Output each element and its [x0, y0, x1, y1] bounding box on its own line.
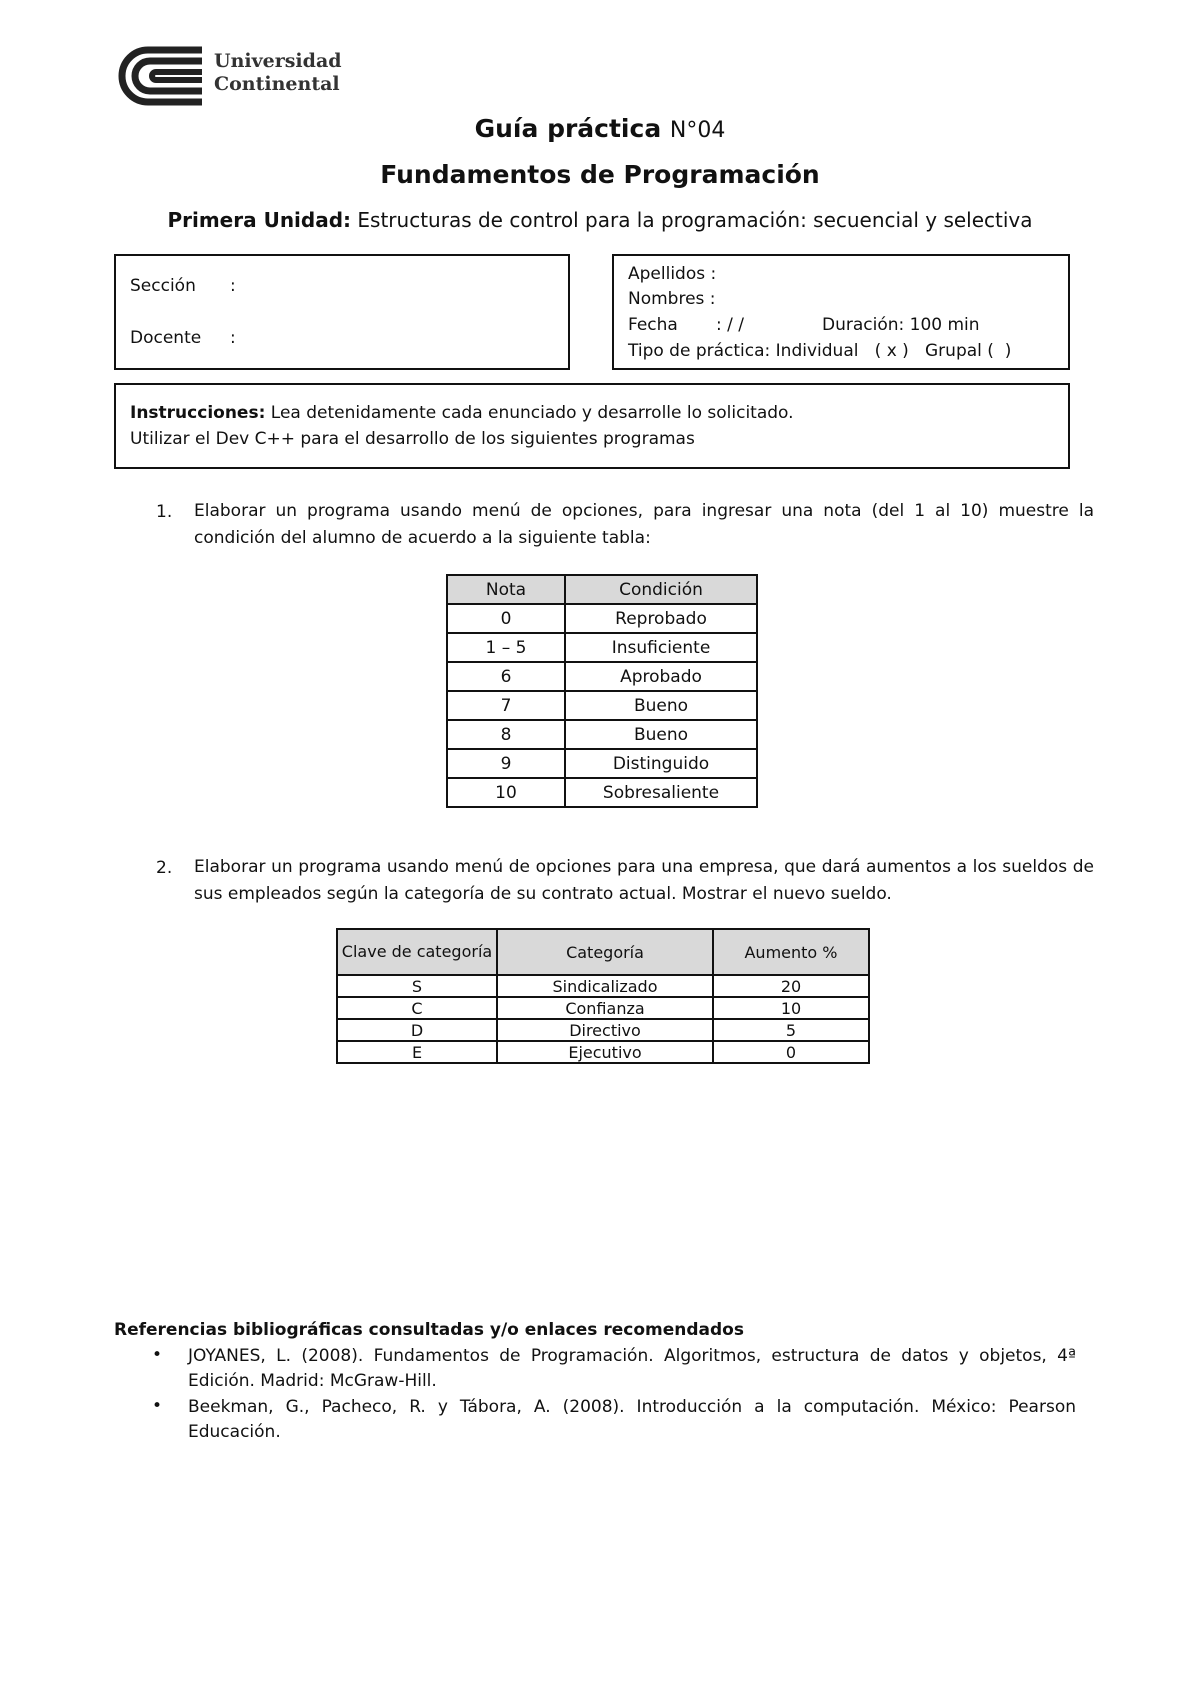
bullet-icon: • [152, 1345, 163, 1365]
references-title: Referencias bibliográficas consultadas y/o enlaces recomendados [114, 1320, 744, 1340]
table-cell: C [337, 997, 497, 1019]
table-row [337, 1019, 869, 1041]
question-1-number: 1. [156, 502, 173, 522]
duration-label: Duración: 100 min [822, 315, 980, 335]
question-1-text: Elaborar un programa usando menú de opciones, para ingresar una nota (del 1 al 10) muestre la condición del alumno de acuerdo a la siguiente tabla: [194, 501, 1094, 548]
table-cell: 6 [447, 662, 565, 691]
table-row [337, 997, 869, 1019]
section-colon: : [230, 276, 236, 296]
surnames-label: Apellidos : [628, 264, 717, 284]
instructions-line-2: Utilizar el Dev C++ para el desarrollo de los siguientes programas [130, 429, 695, 449]
raises-table-header [337, 929, 869, 975]
grades-table [446, 574, 758, 808]
table-cell: 20 [713, 975, 869, 997]
logo-line-2: Continental [214, 73, 340, 95]
table-cell: E [337, 1041, 497, 1063]
raises-header-aumento: Aumento % [713, 929, 869, 975]
table-cell: Distinguido [565, 749, 757, 778]
section-teacher-box [114, 254, 570, 370]
table-cell: Directivo [497, 1019, 713, 1041]
instructions-line-1 [130, 403, 794, 423]
title-text: Guía práctica [474, 114, 662, 143]
practice-type: Tipo de práctica: Individual ( x ) Grupal ( ) [628, 341, 1012, 361]
table-row [447, 691, 757, 720]
teacher-label: Docente [130, 328, 202, 348]
table-row [337, 975, 869, 997]
question-2-number: 2. [156, 858, 173, 878]
question-2-text: Elaborar un programa usando menú de opciones para una empresa, que dará aumentos a los sueldos de sus empleados según la categoría de su contrato actual. Mostrar el nuevo sueldo. [194, 857, 1094, 904]
table-cell: Bueno [565, 691, 757, 720]
grades-table-header [447, 575, 757, 604]
university-logo [118, 44, 368, 108]
table-row [447, 604, 757, 633]
table-cell: 7 [447, 691, 565, 720]
course-title: Fundamentos de Programación [380, 160, 820, 189]
teacher-colon: : [230, 328, 236, 348]
unit-subtitle [0, 208, 1200, 232]
table-row [447, 633, 757, 662]
table-cell: Sindicalizado [497, 975, 713, 997]
student-info-box [612, 254, 1070, 370]
logo-line-1: Universidad [214, 50, 342, 72]
unit-text: Estructuras de control para la programación: secuencial y selectiva [357, 208, 1033, 232]
table-cell: Ejecutivo [497, 1041, 713, 1063]
title-number: N°04 [669, 118, 726, 143]
table-cell: 0 [713, 1041, 869, 1063]
table-cell: 10 [713, 997, 869, 1019]
table-cell: D [337, 1019, 497, 1041]
reference-item-1: JOYANES, L. (2008). Fundamentos de Programación. Algoritmos, estructura de datos y objetos, 4ª Edición. Madrid: McGraw-Hill. [188, 1346, 1076, 1391]
instructions-label: Instrucciones: [130, 403, 266, 423]
university-logo-icon [118, 44, 204, 108]
instructions-box [114, 383, 1070, 469]
table-cell: 8 [447, 720, 565, 749]
table-cell: Confianza [497, 997, 713, 1019]
table-cell: Insuficiente [565, 633, 757, 662]
table-row [447, 662, 757, 691]
raises-header-clave: Clave de categoría [337, 929, 497, 975]
raises-table [336, 928, 870, 1064]
date-label: Fecha [628, 315, 678, 335]
table-cell: Sobresaliente [565, 778, 757, 807]
bullet-icon: • [152, 1396, 163, 1416]
table-row [447, 778, 757, 807]
table-cell: Reprobado [565, 604, 757, 633]
table-cell: S [337, 975, 497, 997]
names-label: Nombres : [628, 289, 716, 309]
unit-label: Primera Unidad: [167, 208, 352, 232]
date-value: : / / [716, 315, 744, 335]
raises-header-categoria: Categoría [497, 929, 713, 975]
table-cell: 10 [447, 778, 565, 807]
logo-text [214, 50, 342, 96]
reference-item-2: Beekman, G., Pacheco, R. y Tábora, A. (2008). Introducción a la computación. México: Pearson Educación. [188, 1397, 1076, 1442]
grades-header-condicion: Condición [565, 575, 757, 604]
page-title [0, 114, 1200, 143]
table-cell: Bueno [565, 720, 757, 749]
grades-header-nota: Nota [447, 575, 565, 604]
table-cell: 9 [447, 749, 565, 778]
table-cell: 1 – 5 [447, 633, 565, 662]
table-row [337, 1041, 869, 1063]
table-cell: Aprobado [565, 662, 757, 691]
table-cell: 5 [713, 1019, 869, 1041]
table-row [447, 720, 757, 749]
table-row [447, 749, 757, 778]
table-cell: 0 [447, 604, 565, 633]
instructions-text-1: Lea detenidamente cada enunciado y desarrolle lo solicitado. [270, 403, 794, 423]
section-label: Sección [130, 276, 196, 296]
